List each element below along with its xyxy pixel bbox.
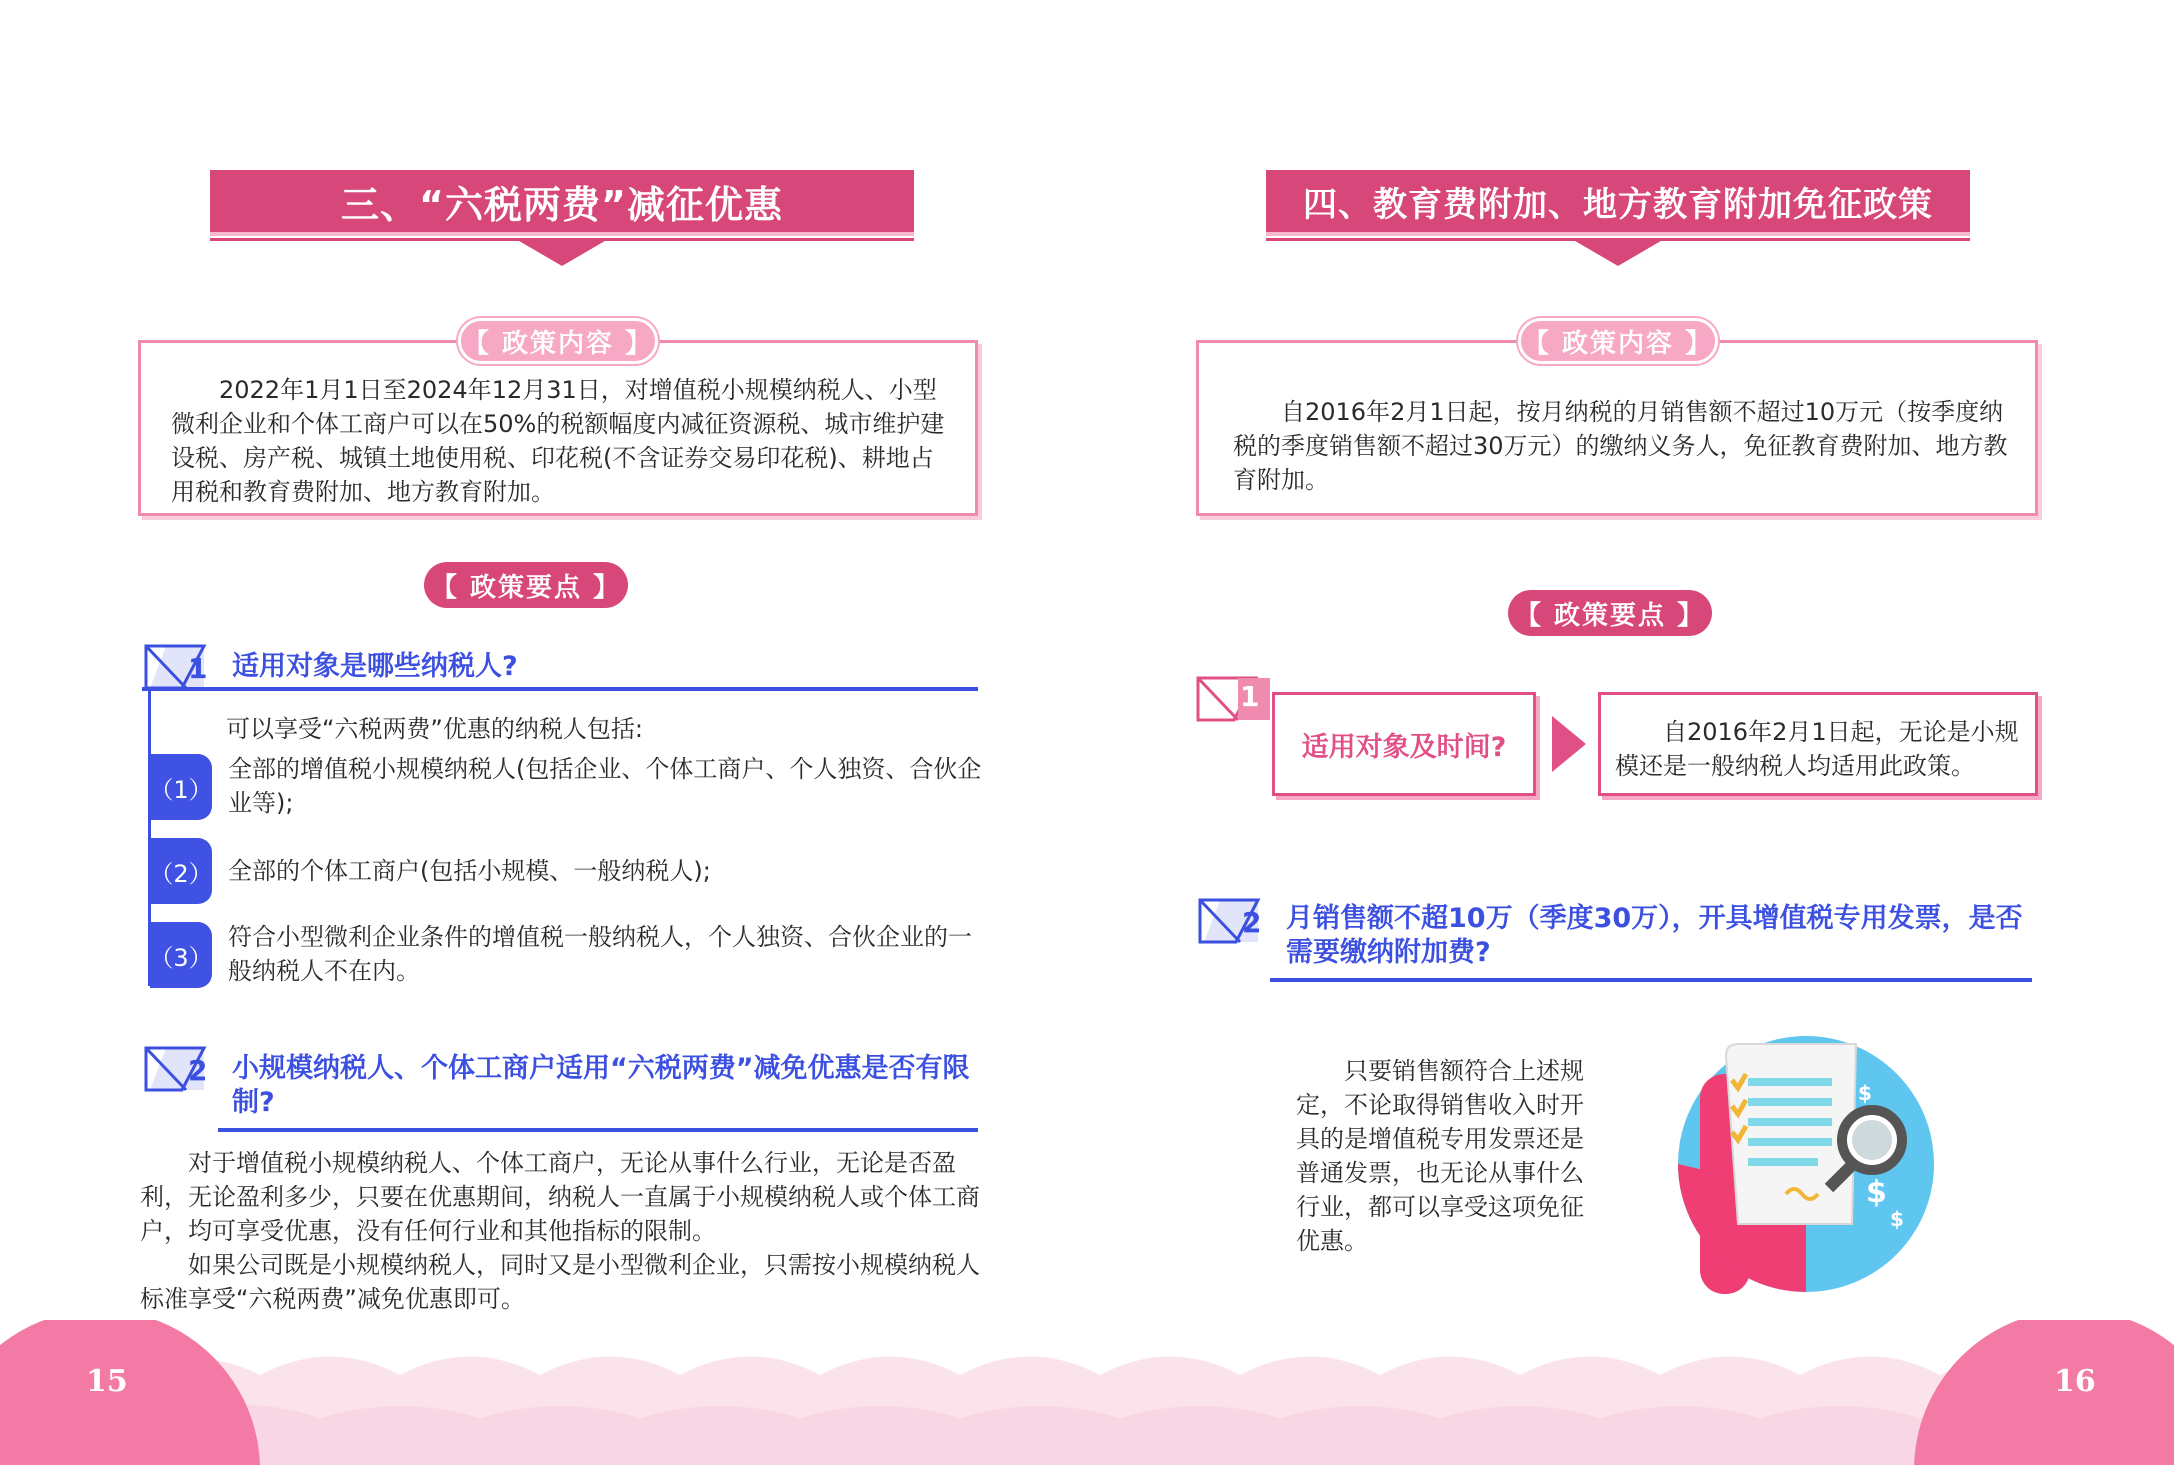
banner-title: 三、“六税两费”减征优惠 [341,182,783,227]
list-item-text: 符合小型微利企业条件的增值税一般纳税人，个人独资、合伙企业的一般纳税人不在内。 [228,923,972,985]
banner-notch [514,238,610,266]
answer-paragraph: 只要销售额符合上述规定，不论取得销售收入时开具的是增值税专用发票还是普通发票，也无论从事什么行业，都可以享受这项免征优惠。 [1296,1057,1584,1255]
item-number: （3） [149,943,213,972]
policy-content-label [458,318,658,364]
policy-content-label-text: 【 政策内容 】 [462,328,654,359]
answer-box [1598,692,2038,796]
question-title: 月销售额不超10万（季度30万），开具增值税专用发票，是否需要缴纳附加费? [1286,903,2023,968]
item-number: （1） [149,775,213,804]
question-number: 2 [188,1054,208,1087]
answer-text: 自2016年2月1日起，无论是小规模还是一般纳税人均适用此政策。 [1615,718,2019,780]
list-item-text: 全部的增值税小规模纳税人(包括企业、个体工商户、个人独资、合伙企业等); [228,755,982,817]
policy-content-box [138,340,978,516]
footer-cloud-wave [0,1320,2174,1465]
policy-content-text: 自2016年2月1日起，按月纳税的月销售额不超过10万元（按季度纳税的季度销售额不超过30万元）的缴纳义务人，免征教育费附加、地方教育附加。 [1233,398,2008,494]
svg-text:$: $ [1858,1081,1872,1105]
item-number-tab [150,754,212,820]
question-number: 1 [188,652,208,685]
policy-content-label-text: 【 政策内容 】 [1522,328,1714,359]
policy-points-label [424,562,628,608]
question-underline [1270,978,2032,982]
answer-paragraph: 如果公司既是小规模纳税人，同时又是小型微利企业，只需按小规模纳税人标准享受“六税两费”减免优惠即可。 [140,1251,980,1313]
policy-points-label-text: 【 政策要点 】 [1514,600,1706,631]
question-underline [142,687,978,691]
question-number: 2 [1242,906,1262,939]
svg-text:$: $ [1890,1207,1904,1231]
item-number-tab [150,922,212,988]
invoice-checklist-icon [1676,1034,1936,1294]
question-title: 小规模纳税人、个体工商户适用“六税两费”减免优惠是否有限制? [232,1053,970,1118]
answer-paragraph: 对于增值税小规模纳税人、个体工商户，无论从事什么行业，无论是否盈利，无论盈利多少，只要在优惠期间，纳税人一直属于小规模纳税人或个体工商户，均可享受优惠，没有任何行业和其他指标的限制。 [140,1149,980,1245]
list-item-text: 全部的个体工商户(包括小规模、一般纳税人); [228,857,711,885]
question-box [1272,692,1536,796]
policy-content-label [1518,318,1718,364]
svg-text:$: $ [1866,1175,1887,1210]
question-intro: 可以享受“六税两费”优惠的纳税人包括: [226,715,643,743]
question-title: 适用对象及时间? [1301,731,1507,763]
page-number-left: 15 [86,1364,128,1399]
question-title: 适用对象是哪些纳税人? [232,651,518,682]
policy-content-text: 2022年1月1日至2024年12月31日，对增值税小规模纳税人、小型微利企业和个体工商户可以在50%的税额幅度内减征资源税、城市维护建设税、房产税、城镇土地使用税、印花税(不含证券交易印花税)、耕地占用税和教育费附加、地方教育附加。 [171,376,945,506]
section-banner-right [1266,170,1970,236]
arrow-right-icon [1552,716,1586,772]
page-number-right: 16 [2054,1364,2096,1399]
policy-points-label-text: 【 政策要点 】 [430,572,622,603]
policy-points-label [1508,590,1712,636]
question-underline [218,1128,978,1132]
item-number-tab [150,838,212,904]
banner-notch [1570,238,1666,266]
item-number: （2） [149,859,213,888]
banner-title: 四、教育费附加、地方教育附加免征政策 [1303,184,1933,225]
policy-content-box [1196,340,2038,516]
section-banner-left [210,170,914,236]
question-number: 1 [1240,680,1260,713]
